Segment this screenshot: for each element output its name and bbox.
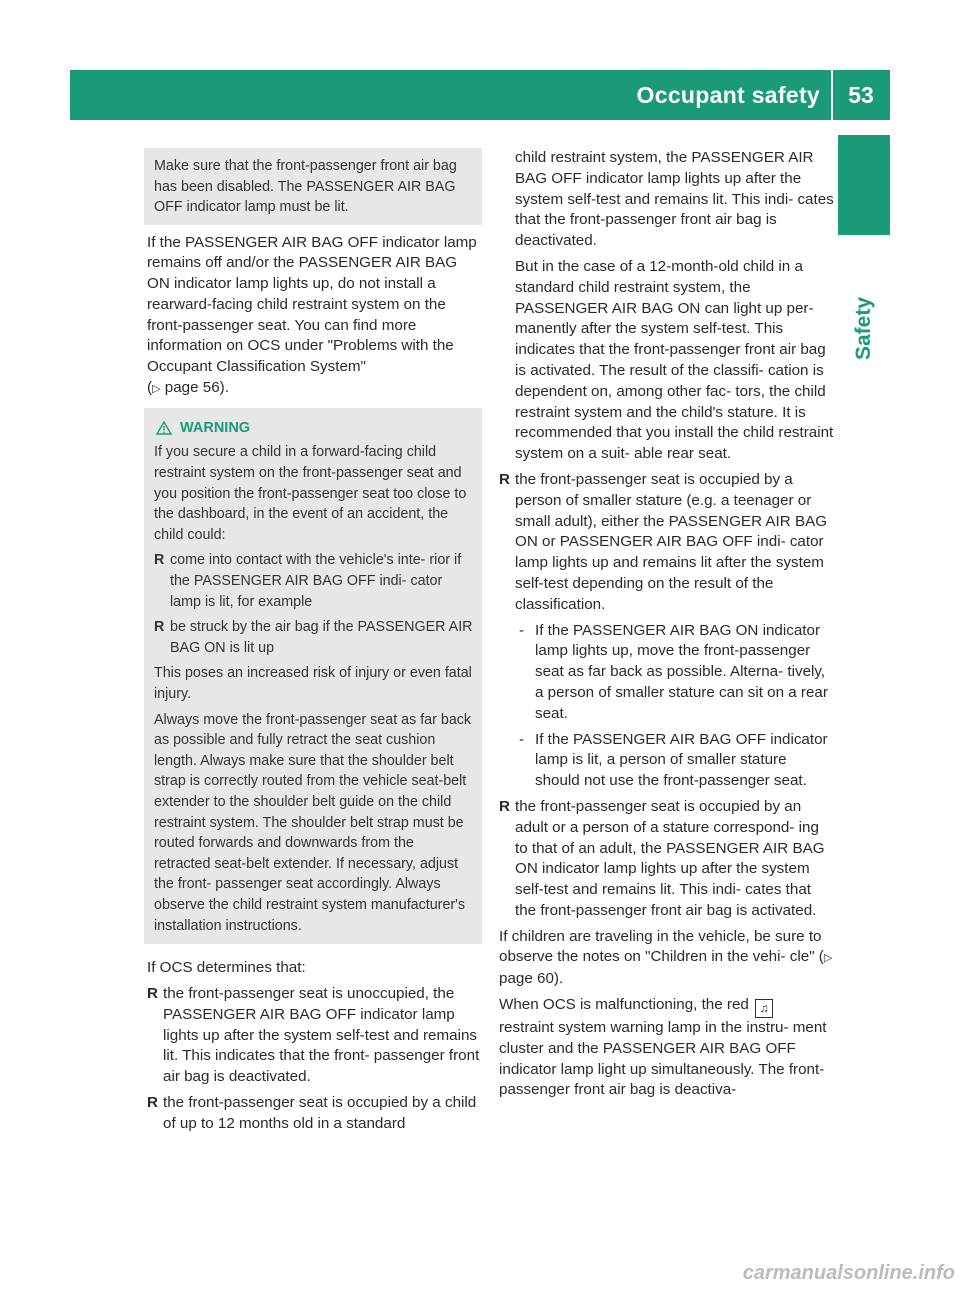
ocs-bullet-2: the front-passenger seat is occupied by a child of up to 12 months old in a standard xyxy=(163,1093,477,1132)
warning-title: WARNING xyxy=(180,419,251,436)
warning-bullet-1: come into contact with the vehicle's inte- rior if the PASSENGER AIR BAG OFF indi- cator lamp is lit, for example xyxy=(170,552,462,610)
malfunction-paragraph xyxy=(499,995,835,1101)
list-item: R the front-passenger seat is occupied by a person of smaller stature (e.g. a teenager or small adult), either the PASSENGER AIR BAG ON or PASSENGER AIR BAG OFF indi- cator lamp lights up and remains lit after the system self-test depending on the result of the classification. xyxy=(499,470,828,613)
bullet-continuation-2: But in the case of a 12-month-old child in a standard child restraint system, the PASSENGER AIR BAG ON can light up per- manently after the system self-test. This indicates that the front-passenger front air bag is activated. The result of the classifi- cation is dependent on, among other fac- tors, the child restraint system and the child's stature. It is recommended that you install the child restraint system on a suit- able rear seat. xyxy=(515,257,834,463)
note-text: Make sure that the front-passenger front air bag has been disabled. The PASSENGER AIR BAG OFF indicator lamp must be lit. xyxy=(154,158,457,215)
malfunction-text-b: restraint system warning lamp in the instru- ment cluster and the PASSENGER AIR BAG OFF indicator lamp light up simultaneously. The front-passenger front air bag is deactiva- xyxy=(499,1019,827,1099)
section-title: Occupant safety xyxy=(636,82,820,108)
page-reference-link[interactable]: page 60). xyxy=(499,970,564,988)
left-column xyxy=(147,148,482,1135)
list-item: R come into contact with the vehicle's inte- rior if the PASSENGER AIR BAG OFF indi- cator lamp is lit, for example xyxy=(154,552,462,610)
children-text: If children are traveling in the vehicle, be sure to observe the notes on "Children in the vehi- cle" ( xyxy=(499,927,824,966)
warning-header xyxy=(154,418,474,439)
ocs-info-paragraph: If the PASSENGER AIR BAG OFF indicator lamp remains off and/or the PASSENGER AIR BAG ON indicator lamp lights up, do not install a rearward-facing child restraint system on the front-passenger seat. You can find more information on OCS under "Problems with the Occupant Classification System" (▷ page 56). xyxy=(147,233,477,397)
list-item: R be struck by the air bag if the PASSENGER AIR BAG ON is lit up xyxy=(154,619,473,656)
page-header xyxy=(70,70,890,120)
restraint-system-warning-icon: ♫ xyxy=(755,999,773,1018)
ocs-bullet-3: the front-passenger seat is occupied by a person of smaller stature (e.g. a teenager or small adult), either the PASSENGER AIR BAG ON or PASSENGER AIR BAG OFF indi- cator lamp lights up and remains lit after the system self-test depending on the result of the classification. xyxy=(515,470,828,613)
ocs-bullet-4: the front-passenger seat is occupied by an adult or a person of a stature correspond- ing to that of an adult, the PASSENGER AIR BAG ON indicator lamp lights up after the system self-test and remains lit. This indi- cates that the front-passenger front air bag is activated. xyxy=(515,797,825,919)
page-reference-arrow-icon: ▷ xyxy=(823,952,833,965)
children-paragraph xyxy=(499,927,835,990)
watermark: carmanualsonline.info xyxy=(742,1262,955,1284)
warning-box xyxy=(144,408,482,944)
list-item: - If the PASSENGER AIR BAG OFF indicator lamp is lit, a person of smaller stature should not use the front-passenger seat. xyxy=(519,730,828,790)
page-reference-link[interactable]: page 56). xyxy=(164,379,229,397)
warning-bullet-2: be struck by the air bag if the PASSENGER AIR BAG ON is lit up xyxy=(170,619,473,656)
bullet-continuation: child restraint system, the PASSENGER AIR BAG OFF indicator lamp lights up after the system self-test and remains lit. This indi- cates that the front-passenger front air bag is deactivated. xyxy=(515,149,834,250)
list-item: R the front-passenger seat is occupied by a child of up to 12 months old in a standard xyxy=(147,1093,477,1132)
note-box xyxy=(144,148,482,225)
ocs-intro: If OCS determines that: xyxy=(147,959,306,977)
page-reference-arrow-icon: ▷ xyxy=(152,383,161,396)
warning-triangle-icon xyxy=(156,421,172,435)
chapter-tab xyxy=(838,135,890,235)
list-item: - If the PASSENGER AIR BAG ON indicator lamp lights up, move the front-passenger seat as far back as possible. Alterna- tively, a person of smaller stature can sit on a rear seat. xyxy=(519,621,828,722)
warning-risk-text: This poses an increased risk of injury or even fatal injury. xyxy=(154,665,472,702)
list-item: R the front-passenger seat is occupied by an adult or a person of a stature correspond- ing to that of an adult, the PASSENGER AIR BAG ON indicator lamp lights up after the system self-test and remains lit. This indi- cates that the front-passenger front air bag is activated. xyxy=(499,797,825,919)
ocs-info-text: If the PASSENGER AIR BAG OFF indicator lamp remains off and/or the PASSENGER AIR BAG ON indicator lamp lights up, do not install a rearward-facing child restraint system on the front-passenger seat. You can find more information on OCS under "Problems with the Occupant Classification System" xyxy=(147,233,477,376)
ocs-bullet-1: the front-passenger seat is unoccupied, the PASSENGER AIR BAG OFF indicator lamp lights up after the system self-test and remains lit. This indicates that the front- passenger front air bag is deactivated. xyxy=(163,984,480,1086)
list-item: R the front-passenger seat is unoccupied, the PASSENGER AIR BAG OFF indicator lamp lights up after the system self-test and remains lit. This indicates that the front- passenger front air bag is deactivated. xyxy=(147,984,480,1086)
page-number: 53 xyxy=(848,82,874,108)
header-divider xyxy=(831,70,833,120)
warning-intro: If you secure a child in a forward-facing child restraint system on the front-passenger seat and you position the front-passenger seat too close to the dashboard, in the event of an accident, the child could: xyxy=(154,444,467,543)
dash-item-2: If the PASSENGER AIR BAG OFF indicator lamp is lit, a person of smaller stature should not use the front-passenger seat. xyxy=(535,730,828,790)
warning-instructions: Always move the front-passenger seat as far back as possible and fully retract the seat cushion length. Always make sure that the shoulder belt strap is correctly routed from the vehicle seat-belt extender to the shoulder belt guide on the child restraint system. The shoulder belt strap must be routed forwards and downwards from the retracted seat-belt extender. If necessary, adjust the front- passenger seat accordingly. Always observe the child restraint system manufacturer's installation instructions. xyxy=(154,711,472,934)
malfunction-text-a: When OCS is malfunctioning, the red xyxy=(499,996,749,1014)
chapter-label: Safety xyxy=(852,296,875,360)
dash-item-1: If the PASSENGER AIR BAG ON indicator lamp lights up, move the front-passenger seat as far back as possible. Alterna- tively, a person of smaller stature can sit on a rear seat. xyxy=(535,621,828,722)
right-column xyxy=(499,148,835,1101)
